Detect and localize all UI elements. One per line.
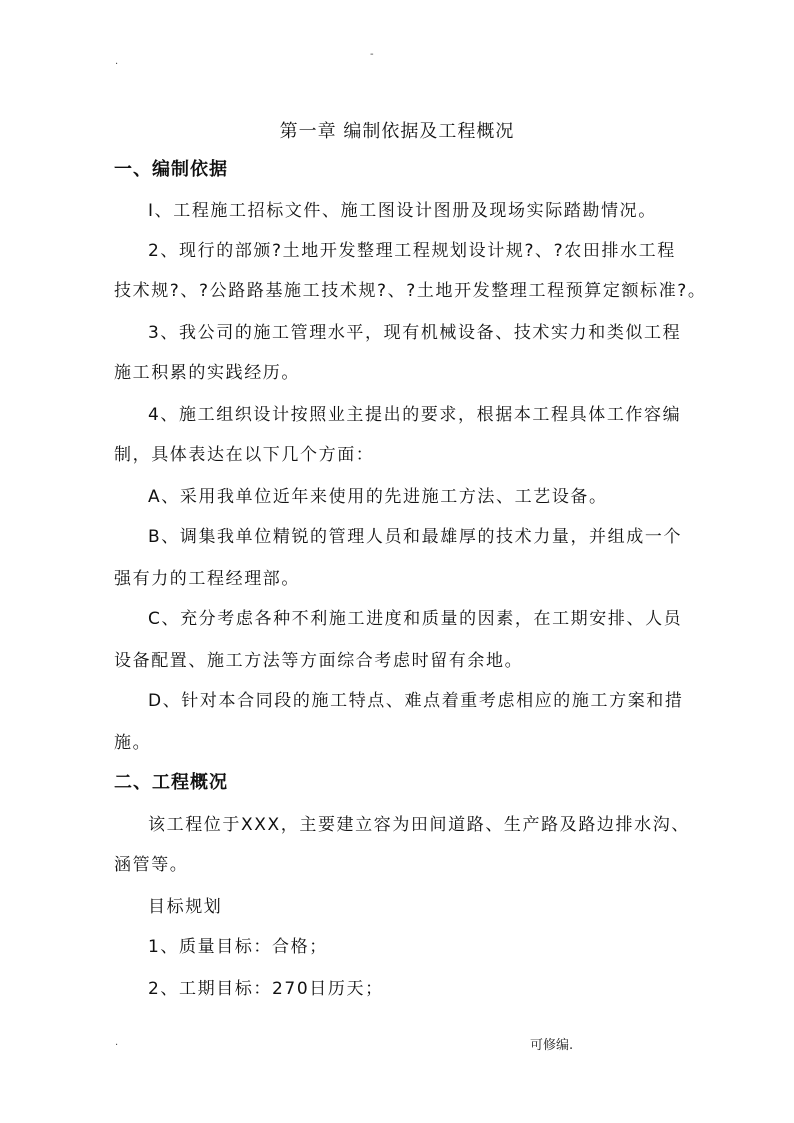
paragraph-continuation: 强有力的工程经理部。 [114,569,300,589]
paragraph: D、针对本合同段的施工特点、难点着重考虑相应的施工方案和措 [148,691,684,711]
section-heading-basis: 一、编制依据 [114,159,228,180]
corner-dot: . [115,56,119,67]
section-heading-overview: 二、工程概况 [114,772,228,793]
paragraph: 4、施工组织设计按照业主提出的要求，根据本工程具体工作容编 [148,405,682,425]
paragraph-continuation: 施工积累的实践经历。 [114,363,300,383]
paragraph: 3、我公司的施工管理水平，现有机械设备、技术实力和类似工程 [148,323,682,343]
paragraph: A、采用我单位近年来使用的先进施工方法、工艺设备。 [148,487,608,507]
paragraph: 2、现行的部颁?土地开发整理工程规划设计规?、?农田排水工程 [148,241,676,261]
paragraph: C、充分考虑各种不利施工进度和质量的因素，在工期安排、人员 [148,609,683,629]
chapter-title: 第一章 编制依据及工程概况 [279,121,515,142]
paragraph: 目标规划 [148,897,223,917]
header-mark: - [370,49,374,60]
paragraph: I、工程施工招标文件、施工图设计图册及现场实际踏勘情况。 [148,201,657,221]
paragraph-continuation: 设备配置、施工方法等方面综合考虑时留有余地。 [114,651,524,671]
paragraph: B、调集我单位精锐的管理人员和最雄厚的技术力量，并组成一个 [148,527,683,547]
footer-note: 可修编. [530,1038,574,1053]
corner-dot: . [115,1037,119,1048]
paragraph: 2、工期目标：270日历天； [148,979,384,999]
paragraph-continuation: 施。 [114,733,152,753]
paragraph-continuation: 涵管等。 [114,855,189,875]
paragraph: 1、质量目标：合格； [148,937,328,957]
paragraph-continuation: 制，具体表达在以下几个方面： [114,445,375,465]
paragraph-continuation: 技术规?、?公路路基施工技术规?、?土地开发整理工程预算定额标准?。 [114,281,707,301]
paragraph: 该工程位于XXX，主要建立容为田间道路、生产路及路边排水沟、 [148,815,690,835]
